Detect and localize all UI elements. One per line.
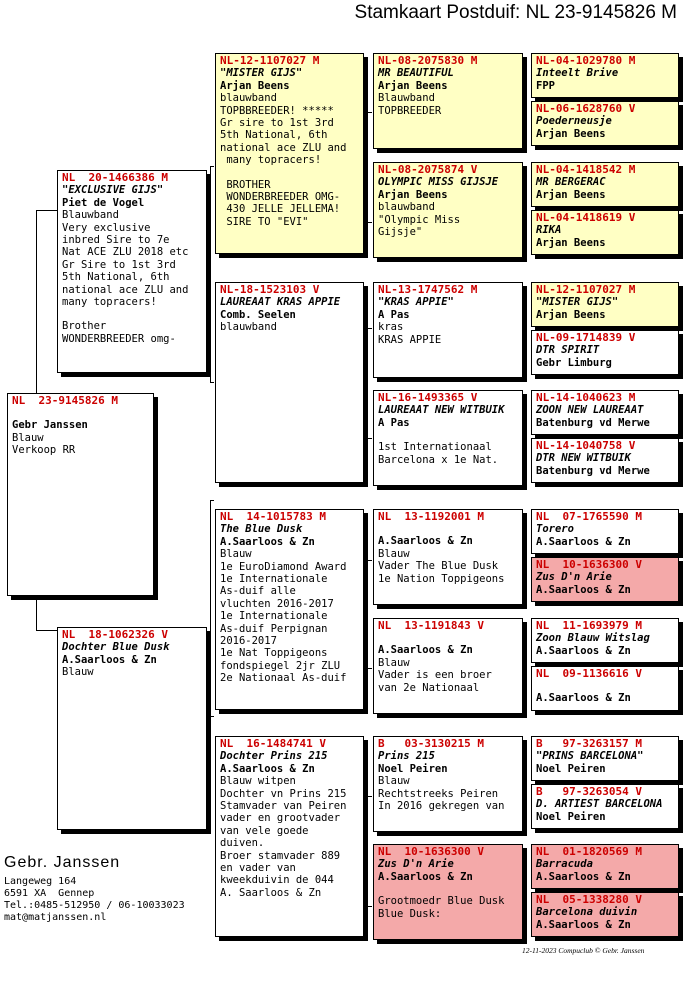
pedigree-card-g6[interactable]: [531, 330, 679, 375]
description-line: Very exclusive: [62, 221, 151, 234]
owner-name: A.Saarloos & Zn: [62, 653, 157, 666]
spacer: [536, 680, 674, 692]
description-line: KRAS APPIE: [378, 333, 442, 346]
pedigree-card-g13[interactable]: [531, 736, 679, 781]
description-line: Blauwband: [62, 209, 119, 222]
pigeon-name: Poederneusje: [536, 115, 612, 128]
pigeon-name: ZOON NEW LAUREAAT: [536, 404, 644, 417]
ring-number: NL-08-2075830 M: [378, 54, 478, 67]
ring-number: NL-12-1107027 M: [220, 54, 320, 67]
pigeon-name: "KRAS APPIE": [378, 296, 454, 309]
owner-name: Noel Peiren: [378, 762, 448, 775]
description-line: 5th National, 6th: [62, 271, 170, 284]
pedigree-card-g1[interactable]: [531, 53, 679, 98]
ring-number: NL 10-1636300 V: [536, 558, 642, 571]
description-line: national ace ZLU and: [62, 283, 189, 296]
spacer: [378, 632, 518, 644]
description-line: Rechtstreeks Peiren: [378, 787, 499, 800]
ring-number: NL 11-1693979 M: [536, 619, 642, 632]
description-line: 2e Nationaal As-duif: [220, 672, 347, 685]
pigeon-name: "MISTER GIJS": [536, 296, 619, 309]
pedigree-card-dam[interactable]: [57, 627, 207, 830]
connector-line: [210, 500, 211, 716]
ring-number: NL-04-1418619 V: [536, 211, 636, 224]
ring-number: NL 09-1136616 V: [536, 667, 642, 680]
description-line: 1e Nat Toppigeons: [220, 647, 328, 660]
owner-name: A.Saarloos & Zn: [536, 535, 631, 548]
description-line: Brother: [62, 320, 107, 333]
owner-name: A.Saarloos & Zn: [536, 583, 631, 596]
ring-number: NL 01-1820569 M: [536, 845, 642, 858]
description-line: blauwband: [220, 92, 277, 105]
description-line: Blauw: [378, 775, 410, 788]
description-line: Gr Sire to 1st 3rd: [62, 258, 176, 271]
description-line: van 2e Nationaal: [378, 681, 480, 694]
connector-line: [210, 382, 214, 383]
description-line: van vele goede: [220, 824, 309, 837]
description-line: Blauwband: [378, 92, 435, 105]
connector-line: [210, 716, 214, 717]
ring-number: NL 16-1484741 V: [220, 737, 326, 750]
owner-name: A.Saarloos & Zn: [536, 870, 631, 883]
pigeon-name: The Blue Dusk: [220, 523, 303, 536]
email-link[interactable]: mat@matjanssen.nl: [4, 912, 107, 923]
pedigree-card-sss[interactable]: [373, 53, 523, 149]
pedigree-card-ss[interactable]: [215, 53, 364, 254]
spacer: [378, 523, 518, 535]
pedigree-card-g2[interactable]: [531, 101, 679, 146]
description-line: inbred Sire to 7e: [62, 234, 170, 247]
owner-name: A.Saarloos & Zn: [536, 644, 631, 657]
ring-number: NL-12-1107027 M: [536, 283, 636, 296]
ring-number: NL 05-1338280 V: [536, 893, 642, 906]
pigeon-name: Zus D'n Arie: [536, 571, 612, 584]
connector-line: [36, 210, 37, 394]
description-line: fondspiegel 2jr ZLU: [220, 659, 341, 672]
description-line: Dochter vn Prins 215: [220, 787, 347, 800]
connector-line: [366, 222, 372, 223]
owner-name: A.Saarloos & Zn: [378, 870, 473, 883]
pedigree-card-g11[interactable]: [531, 618, 679, 663]
ring-number: NL 18-1062326 V: [62, 628, 168, 641]
ring-number: B 97-3263054 V: [536, 785, 642, 798]
description-line: In 2016 gekregen van: [378, 800, 505, 813]
pedigree-card-sd[interactable]: [215, 282, 364, 483]
ring-number: NL-06-1628760 V: [536, 102, 636, 115]
owner-name: Arjan Beens: [536, 188, 606, 201]
pigeon-name: Inteelt Brive: [536, 67, 619, 80]
ring-number: NL 10-1636300 V: [378, 845, 484, 858]
description-line: Blue Dusk:: [378, 907, 442, 920]
breeder-address: [4, 876, 185, 924]
pedigree-card-dd[interactable]: [215, 736, 364, 937]
pedigree-card-ds[interactable]: [215, 509, 364, 710]
connector-line: [366, 112, 367, 222]
connector-line: [366, 560, 367, 668]
description-line: Blauw: [62, 666, 94, 679]
description-line: Nat ACE ZLU 2018 etc: [62, 246, 189, 259]
pedigree-card-g3[interactable]: [531, 162, 679, 207]
pigeon-name: LAUREAAT NEW WITBUIK: [378, 404, 505, 417]
pigeon-name: OLYMPIC MISS GIJSJE: [378, 176, 499, 189]
description-line: As-duif Perpignan: [220, 622, 328, 635]
description-line: duiven.: [220, 837, 265, 850]
description-line: Gr sire to 1st 3rd: [220, 117, 334, 130]
description-line: Broer stamvader 889: [220, 849, 341, 862]
description-line: Blauw: [220, 548, 252, 561]
pedigree-card-g7[interactable]: [531, 390, 679, 435]
pedigree-card-sire[interactable]: [57, 170, 207, 373]
ring-number: NL 13-1192001 M: [378, 510, 484, 523]
description-line: 1e Internationale: [220, 610, 328, 623]
pigeon-name: "EXCLUSIVE GIJS": [62, 184, 164, 197]
description-line: Blauw witpen: [220, 775, 296, 788]
owner-name: Arjan Beens: [378, 79, 448, 92]
connector-line: [36, 630, 58, 631]
owner-name: Noel Peiren: [536, 810, 606, 823]
owner-name: Arjan Beens: [536, 236, 606, 249]
owner-name: Gebr Limburg: [536, 356, 612, 369]
ring-number: NL 14-1015783 M: [220, 510, 326, 523]
pigeon-name: "PRINS BARCELONA": [536, 750, 644, 763]
pigeon-name: Dochter Prins 215: [220, 750, 328, 763]
owner-name: A.Saarloos & Zn: [378, 644, 473, 657]
description-line: vader en grootvader: [220, 812, 341, 825]
pigeon-name: MR BEAUTIFUL: [378, 67, 454, 80]
connector-line: [210, 500, 214, 501]
address-line: Langeweg 164: [4, 876, 77, 887]
pigeon-name: Dochter Blue Dusk: [62, 641, 170, 654]
description-line: WONDERBREEDER OMG-: [220, 191, 341, 204]
pedigree-card-dsd[interactable]: [373, 618, 523, 714]
description-line: blauwband: [378, 201, 435, 214]
description-line: Blauw: [12, 431, 44, 444]
spacer: [220, 167, 359, 179]
pedigree-card-g8[interactable]: [531, 438, 679, 483]
ring-number: B 03-3130215 M: [378, 737, 484, 750]
ring-number: NL-08-2075874 V: [378, 163, 478, 176]
address-line: 6591 XA Gennep: [4, 888, 95, 899]
description-line: As-duif alle: [220, 585, 296, 598]
ring-number: NL-18-1523103 V: [220, 283, 320, 296]
description-line: TOPBBREEDER! *****: [220, 104, 334, 117]
description-line: TOPBREEDER: [378, 104, 442, 117]
pedigree-card-g9[interactable]: [531, 509, 679, 554]
pigeon-name: LAUREAAT KRAS APPIE: [220, 296, 341, 309]
ring-number: NL 23-9145826 M: [12, 394, 118, 407]
pigeon-name: MR BERGERAC: [536, 176, 606, 189]
description-line: Gijsje": [378, 226, 423, 239]
pigeon-name: Prins 215: [378, 750, 435, 763]
owner-name: Gebr Janssen: [12, 419, 88, 432]
ring-number: NL-14-1040758 V: [536, 439, 636, 452]
owner-name: Arjan Beens: [378, 188, 448, 201]
connector-line: [366, 328, 367, 438]
description-line: national ace ZLU and: [220, 141, 347, 154]
pedigree-card-dds[interactable]: [373, 736, 523, 832]
ring-number: NL-16-1493365 V: [378, 391, 478, 404]
owner-name: A.Saarloos & Zn: [536, 692, 631, 705]
description-line: 430 JELLE JELLEMA!: [220, 203, 341, 216]
description-line: BROTHER: [220, 178, 271, 191]
pigeon-name: "MISTER GIJS": [220, 67, 303, 80]
ring-number: NL-04-1418542 M: [536, 163, 636, 176]
pedigree-card-g12[interactable]: [531, 666, 679, 711]
owner-name: Arjan Beens: [536, 127, 606, 140]
ring-number: NL-04-1029780 M: [536, 54, 636, 67]
connector-line: [366, 438, 372, 439]
pigeon-name: RIKA: [536, 224, 562, 237]
pedigree-card-dss[interactable]: [373, 509, 523, 605]
owner-name: Arjan Beens: [220, 79, 290, 92]
description-line: 1e Nation Toppigeons: [378, 572, 505, 585]
description-line: Verkoop RR: [12, 444, 76, 457]
description-line: Blauw: [378, 547, 410, 560]
connector-line: [366, 112, 372, 113]
pigeon-name: Barcelona duivin: [536, 906, 638, 919]
description-line: 1e EuroDiamond Award: [220, 560, 347, 573]
ring-number: NL 13-1191843 V: [378, 619, 484, 632]
ring-number: NL-14-1040623 M: [536, 391, 636, 404]
connector-line: [366, 328, 372, 329]
description-line: 5th National, 6th: [220, 129, 328, 142]
connector-line: [36, 596, 37, 630]
pigeon-name: Barracuda: [536, 858, 593, 871]
ring-number: NL-09-1714839 V: [536, 331, 636, 344]
description-line: Grootmoedr Blue Dusk: [378, 895, 505, 908]
description-line: SIRE TO "EVI": [220, 215, 309, 228]
spacer: [12, 407, 149, 419]
description-line: Vader is een broer: [378, 669, 492, 682]
pedigree-card-g4[interactable]: [531, 210, 679, 255]
owner-name: A.Saarloos & Zn: [536, 918, 631, 931]
description-line: A. Saarloos & Zn: [220, 886, 322, 899]
owner-name: Piet de Vogel: [62, 196, 145, 209]
owner-name: FPP: [536, 79, 555, 92]
breeder-name: Gebr. Janssen: [4, 854, 121, 871]
owner-name: A.Saarloos & Zn: [220, 535, 315, 548]
owner-name: Comb. Seelen: [220, 308, 296, 321]
connector-line: [366, 560, 372, 561]
ring-number: B 97-3263157 M: [536, 737, 642, 750]
pigeon-name: Torero: [536, 523, 574, 536]
spacer: [378, 883, 518, 895]
owner-name: Arjan Beens: [536, 308, 606, 321]
pedigree-card-ssd[interactable]: [373, 162, 523, 258]
owner-name: Batenburg vd Merwe: [536, 416, 650, 429]
connector-line: [366, 668, 372, 669]
pigeon-name: Zoon Blauw Witslag: [536, 632, 650, 645]
description-line: Stamvader van Peiren: [220, 800, 347, 813]
pedigree-card-sds[interactable]: [373, 282, 523, 378]
description-line: 1e Internationale: [220, 573, 328, 586]
pigeon-name: DTR NEW WITBUIK: [536, 452, 631, 465]
owner-name: A.Saarloos & Zn: [220, 762, 315, 775]
pigeon-name: DTR SPIRIT: [536, 344, 600, 357]
connector-line: [210, 166, 211, 382]
description-line: WONDERBREEDER omg-: [62, 332, 176, 345]
footer-credit: 12-11-2023 Compuclub © Gebr. Janssen: [522, 946, 645, 955]
page-title: Stamkaart Postduif: NL 23-9145826 M: [354, 2, 677, 23]
description-line: many topracers!: [62, 296, 157, 309]
spacer: [378, 429, 518, 441]
description-line: kweekduivin de 044: [220, 874, 334, 887]
description-line: blauwband: [220, 321, 277, 334]
pedigree-card-g10[interactable]: [531, 557, 679, 602]
connector-line: [366, 906, 372, 907]
ring-number: NL 07-1765590 M: [536, 510, 642, 523]
description-line: "Olympic Miss: [378, 213, 461, 226]
spacer: [62, 308, 202, 320]
connector-line: [366, 796, 372, 797]
pedigree-card-g5[interactable]: [531, 282, 679, 327]
description-line: Barcelona x 1e Nat.: [378, 453, 499, 466]
pedigree-card-g14[interactable]: [531, 784, 679, 829]
pedigree-card-g16[interactable]: [531, 892, 679, 937]
description-line: Blauw: [378, 656, 410, 669]
owner-name: Noel Peiren: [536, 762, 606, 775]
pedigree-card-ddd[interactable]: [373, 844, 523, 940]
phone-line: Tel.:0485-512950 / 06-10033023: [4, 900, 185, 911]
pedigree-card-sdd[interactable]: [373, 390, 523, 486]
ring-number: NL-13-1747562 M: [378, 283, 478, 296]
description-line: vluchten 2016-2017: [220, 597, 334, 610]
description-line: kras: [378, 321, 404, 334]
connector-line: [366, 796, 367, 906]
owner-name: A Pas: [378, 308, 410, 321]
ring-number: NL 20-1466386 M: [62, 171, 168, 184]
description-line: en vader van: [220, 862, 296, 875]
description-line: 1st Internationaal: [378, 441, 492, 454]
pigeon-name: D. ARTIEST BARCELONA: [536, 798, 663, 811]
description-line: 2016-2017: [220, 635, 277, 648]
owner-name: Batenburg vd Merwe: [536, 464, 650, 477]
pedigree-card-subject[interactable]: [7, 393, 154, 596]
description-line: many topracers!: [220, 154, 322, 167]
description-line: Vader The Blue Dusk: [378, 560, 499, 573]
pedigree-card-g15[interactable]: [531, 844, 679, 889]
pigeon-name: Zus D'n Arie: [378, 858, 454, 871]
connector-line: [36, 210, 58, 211]
owner-name: A.Saarloos & Zn: [378, 535, 473, 548]
owner-name: A Pas: [378, 416, 410, 429]
